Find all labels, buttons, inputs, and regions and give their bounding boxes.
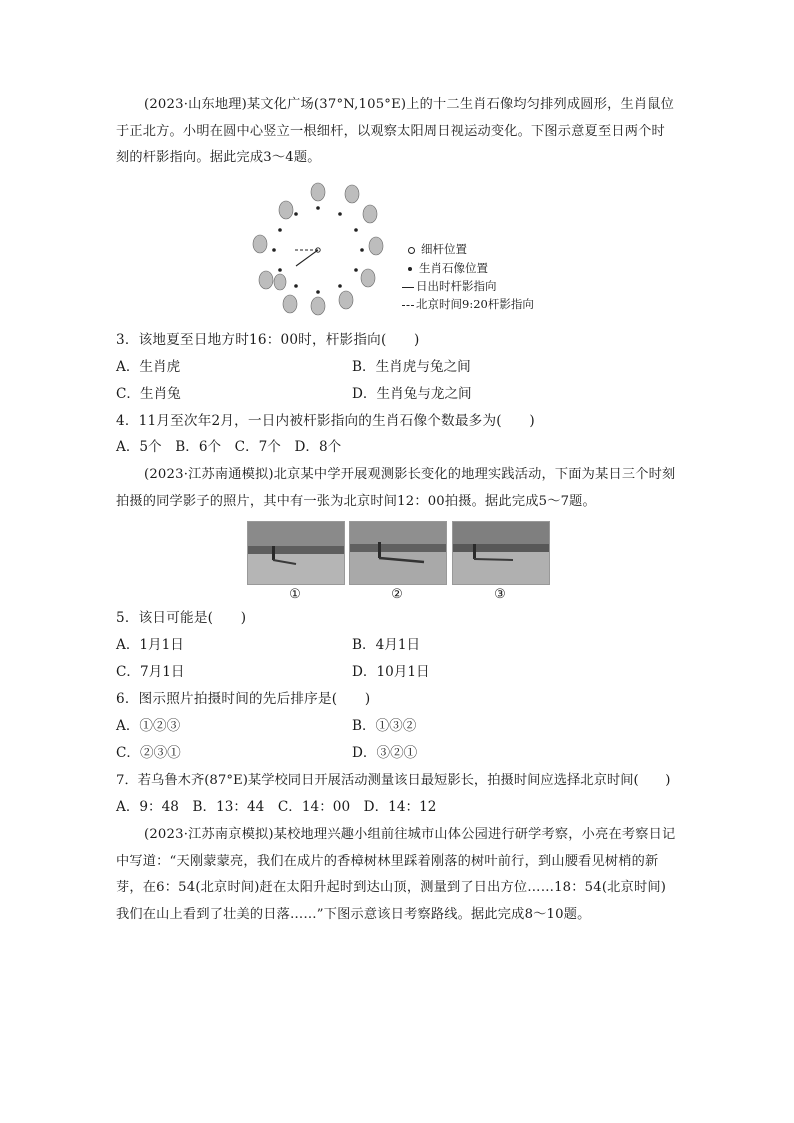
q3-option-c: C．生肖兔	[116, 386, 181, 402]
q7-options: A．9：48 B．13：44 C．14：00 D．14：12	[116, 799, 437, 815]
legend-920-symbol	[402, 305, 414, 306]
legend-920-label: 北京时间9:20杆影指向	[416, 297, 534, 311]
sunrise-shadow-line	[296, 250, 318, 266]
question-4-stem: 4．11月至次年2月，一日内被杆影指向的生肖石像个数最多为( )	[116, 413, 535, 429]
shadow-photo-3	[452, 521, 550, 585]
intro-paragraph-1: (2023·山东地理)某文化广场(37°N,105°E)上的十二生肖石像均匀排列成圆形，生肖鼠位于正北方。小明在圆中心竖立一根细杆，以观察太阳周日视运动变化。下图示意夏至日两个时刻的杆影指向。据此完成3～4题。	[116, 97, 675, 165]
question-7-stem: 7．若乌鲁木齐(87°E)某学校同日开展活动测量该日最短影长，拍摄时间应选择北京时间( )	[116, 773, 671, 788]
q6-option-c: C．②③①	[116, 745, 181, 761]
q5-option-d: D．10月1日	[352, 664, 430, 680]
legend-statue-label: 生肖石像位置	[419, 261, 488, 275]
photo-label-2: ②	[391, 587, 403, 602]
legend-pole-symbol	[408, 247, 415, 254]
q4-options: A．5个 B．6个 C．7个 D．8个	[116, 439, 342, 455]
legend-pole	[408, 241, 467, 257]
intro-paragraph-3: (2023·江苏南京模拟)某校地理兴趣小组前往城市山体公园进行研学考察，小亮在考察日记中写道：“天刚蒙蒙亮，我们在成片的香樟树林里踩着刚落的树叶前行，到山腰看见树梢的新芽，在6：54(北京时间)赶在太阳升起时到达山顶，测量到了日出方位……18：54(北京时间)我们在山上看到了壮美的日落……”下图示意该日考察路线。据此完成8～10题。	[116, 827, 676, 922]
shadow-photo-3-image	[453, 522, 549, 584]
legend-sunrise-label: 日出时杆影指向	[416, 279, 497, 293]
q5-option-a: A．1月1日	[116, 637, 184, 653]
legend-sunrise	[402, 278, 497, 294]
question-6-stem: 6．图示照片拍摄时间的先后排序是( )	[116, 691, 371, 707]
q5-option-c: C．7月1日	[116, 664, 185, 680]
shadow-photo-1-image	[248, 522, 344, 584]
question-3-stem: 3．该地夏至日地方时16：00时，杆影指向( )	[116, 332, 420, 348]
q6-option-a: A．①②③	[116, 718, 181, 734]
photo-label-1: ①	[289, 587, 301, 602]
legend-statue	[408, 260, 488, 276]
shadow-photo-1	[247, 521, 345, 585]
q6-option-b: B．①③②	[352, 718, 417, 734]
shadow-photo-2-image	[350, 522, 446, 584]
q3-option-a: A．生肖虎	[116, 359, 181, 375]
legend-920	[402, 296, 534, 312]
intro-paragraph-2: (2023·江苏南通模拟)北京某中学开展观测影长变化的地理实践活动，下面为某日三个时刻拍摄的同学影子的照片，其中有一张为北京时间12：00拍摄。据此完成5～7题。	[116, 467, 676, 509]
zodiac-circle-figure	[240, 178, 570, 320]
legend-statue-symbol	[408, 267, 412, 271]
shadow-photo-2	[349, 521, 447, 585]
legend-sunrise-symbol	[402, 287, 414, 288]
question-5-stem: 5．该日可能是( )	[116, 610, 247, 626]
q6-option-d: D．③②①	[352, 745, 418, 761]
q5-option-b: B．4月1日	[352, 637, 421, 653]
q3-option-b: B．生肖虎与兔之间	[352, 359, 471, 375]
legend-pole-label: 细杆位置	[421, 242, 467, 256]
photo-label-3: ③	[494, 587, 506, 602]
q3-option-d: D．生肖兔与龙之间	[352, 386, 472, 402]
